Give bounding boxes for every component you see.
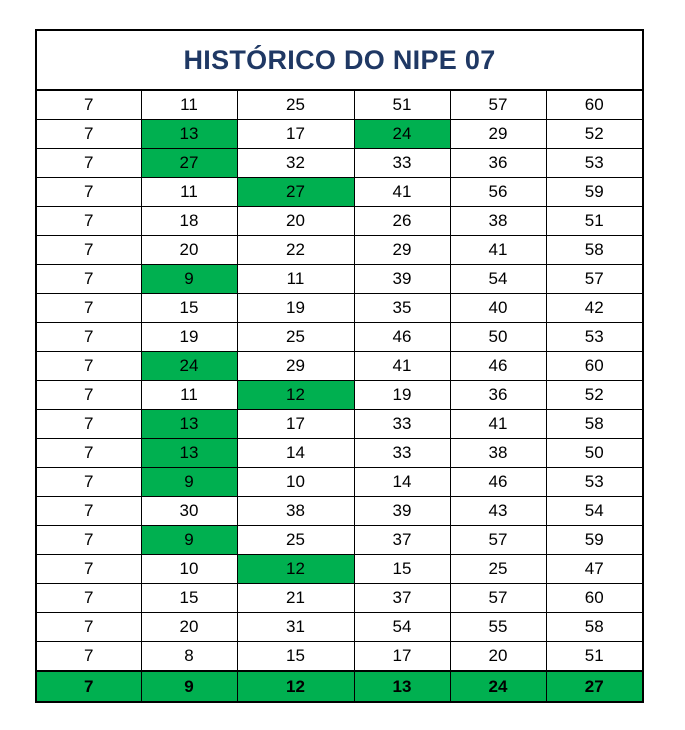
table-cell[interactable]: 37 — [354, 526, 450, 555]
table-cell[interactable]: 38 — [450, 439, 546, 468]
table-cell[interactable]: 7 — [36, 584, 141, 613]
table-cell[interactable]: 60 — [546, 90, 643, 120]
table-cell[interactable]: 13 — [141, 410, 237, 439]
table-cell[interactable]: 33 — [354, 439, 450, 468]
table-cell[interactable]: 46 — [450, 352, 546, 381]
table-cell[interactable]: 21 — [237, 584, 354, 613]
table-cell[interactable]: 33 — [354, 410, 450, 439]
table-cell[interactable]: 8 — [141, 642, 237, 672]
table-cell[interactable]: 47 — [546, 555, 643, 584]
table-cell[interactable]: 32 — [237, 149, 354, 178]
table-cell[interactable]: 14 — [237, 439, 354, 468]
table-cell[interactable]: 7 — [36, 352, 141, 381]
table-cell[interactable]: 41 — [354, 352, 450, 381]
table-row — [36, 584, 643, 613]
table-row — [36, 526, 643, 555]
table-cell[interactable]: 7 — [36, 207, 141, 236]
table-cell[interactable]: 52 — [546, 120, 643, 149]
table-cell[interactable]: 10 — [141, 555, 237, 584]
table-cell[interactable]: 7 — [36, 613, 141, 642]
table-row — [36, 497, 643, 526]
table-cell[interactable]: 51 — [354, 90, 450, 120]
table-cell[interactable]: 60 — [546, 352, 643, 381]
table-cell[interactable]: 25 — [237, 90, 354, 120]
table-cell[interactable]: 20 — [141, 613, 237, 642]
table-cell[interactable]: 17 — [237, 120, 354, 149]
table-cell[interactable]: 57 — [450, 90, 546, 120]
title-row — [36, 30, 643, 90]
table-cell[interactable]: 13 — [141, 120, 237, 149]
table-cell[interactable]: 7 — [36, 90, 141, 120]
table-cell[interactable]: 52 — [546, 381, 643, 410]
table-cell[interactable]: 53 — [546, 149, 643, 178]
table-cell[interactable]: 9 — [141, 265, 237, 294]
table-row — [36, 555, 643, 584]
table-cell[interactable]: 55 — [450, 613, 546, 642]
table-cell[interactable]: 58 — [546, 613, 643, 642]
history-table — [35, 29, 644, 703]
table-cell[interactable]: 39 — [354, 265, 450, 294]
table-cell[interactable]: 25 — [237, 526, 354, 555]
table-cell[interactable]: 38 — [237, 497, 354, 526]
table-cell[interactable]: 18 — [141, 207, 237, 236]
table-title: HISTÓRICO DO NIPE 07 — [36, 30, 643, 90]
table-row — [36, 236, 643, 265]
table-row — [36, 468, 643, 497]
table-cell[interactable]: 15 — [141, 294, 237, 323]
table-cell[interactable]: 50 — [450, 323, 546, 352]
table-cell[interactable]: 20 — [141, 236, 237, 265]
table-cell[interactable]: 40 — [450, 294, 546, 323]
table-cell[interactable]: 19 — [354, 381, 450, 410]
table-cell[interactable]: 38 — [450, 207, 546, 236]
table-cell[interactable]: 7 — [36, 497, 141, 526]
table-cell[interactable]: 46 — [450, 468, 546, 497]
table-cell[interactable]: 11 — [237, 265, 354, 294]
table-cell[interactable]: 9 — [141, 526, 237, 555]
table-cell[interactable]: 7 — [36, 294, 141, 323]
table-row — [36, 207, 643, 236]
table-cell[interactable]: 24 — [354, 120, 450, 149]
table-row — [36, 294, 643, 323]
table-cell[interactable]: 27 — [237, 178, 354, 207]
table-cell[interactable]: 26 — [354, 207, 450, 236]
table-cell[interactable]: 29 — [450, 120, 546, 149]
table-cell[interactable]: 7 — [36, 178, 141, 207]
table-cell[interactable]: 35 — [354, 294, 450, 323]
table-cell[interactable]: 57 — [450, 526, 546, 555]
table-cell[interactable]: 53 — [546, 468, 643, 497]
table-cell[interactable]: 7 — [36, 410, 141, 439]
table-cell[interactable]: 19 — [141, 323, 237, 352]
table-cell[interactable]: 41 — [450, 410, 546, 439]
table-cell[interactable]: 31 — [237, 613, 354, 642]
table-cell[interactable]: 15 — [354, 555, 450, 584]
table-cell[interactable]: 7 — [36, 439, 141, 468]
summary-cell[interactable]: 27 — [546, 671, 643, 702]
table-cell[interactable]: 25 — [237, 323, 354, 352]
table-cell[interactable]: 51 — [546, 642, 643, 672]
table-cell[interactable]: 7 — [36, 149, 141, 178]
table-cell[interactable]: 59 — [546, 178, 643, 207]
table-cell[interactable]: 29 — [237, 352, 354, 381]
table-row — [36, 265, 643, 294]
table-cell[interactable]: 9 — [141, 468, 237, 497]
table-cell[interactable]: 41 — [450, 236, 546, 265]
table-cell[interactable]: 41 — [354, 178, 450, 207]
summary-cell[interactable]: 24 — [450, 671, 546, 702]
table-cell[interactable]: 46 — [354, 323, 450, 352]
table-cell[interactable]: 58 — [546, 236, 643, 265]
table-cell[interactable]: 7 — [36, 526, 141, 555]
table-cell[interactable]: 56 — [450, 178, 546, 207]
table-cell[interactable]: 7 — [36, 120, 141, 149]
table-cell[interactable]: 53 — [546, 323, 643, 352]
table-cell[interactable]: 19 — [237, 294, 354, 323]
table-cell[interactable]: 29 — [354, 236, 450, 265]
table-cell[interactable]: 13 — [141, 439, 237, 468]
table-cell[interactable]: 59 — [546, 526, 643, 555]
table-cell[interactable]: 12 — [237, 555, 354, 584]
table-cell[interactable]: 30 — [141, 497, 237, 526]
table-cell[interactable]: 57 — [546, 265, 643, 294]
table-cell[interactable]: 7 — [36, 468, 141, 497]
table-body — [36, 90, 643, 671]
table-cell[interactable]: 58 — [546, 410, 643, 439]
table-cell[interactable]: 37 — [354, 584, 450, 613]
table-cell[interactable]: 17 — [237, 410, 354, 439]
table-cell[interactable]: 11 — [141, 381, 237, 410]
table-row — [36, 120, 643, 149]
table-cell[interactable]: 60 — [546, 584, 643, 613]
summary-cell[interactable]: 7 — [36, 671, 141, 702]
table-cell[interactable]: 12 — [237, 381, 354, 410]
table-row — [36, 352, 643, 381]
table-row — [36, 178, 643, 207]
table-cell[interactable]: 33 — [354, 149, 450, 178]
table-cell[interactable]: 27 — [141, 149, 237, 178]
table-cell[interactable]: 54 — [546, 497, 643, 526]
table-cell[interactable]: 14 — [354, 468, 450, 497]
table-cell[interactable]: 7 — [36, 381, 141, 410]
table-row — [36, 613, 643, 642]
table-row — [36, 90, 643, 120]
table-cell[interactable]: 54 — [354, 613, 450, 642]
table-cell[interactable]: 7 — [36, 555, 141, 584]
table-row — [36, 642, 643, 672]
summary-cell[interactable]: 9 — [141, 671, 237, 702]
table-cell[interactable]: 7 — [36, 642, 141, 672]
table-cell[interactable]: 36 — [450, 381, 546, 410]
table-row — [36, 439, 643, 468]
table-cell[interactable]: 10 — [237, 468, 354, 497]
table-cell[interactable]: 50 — [546, 439, 643, 468]
summary-cell[interactable]: 13 — [354, 671, 450, 702]
table-cell[interactable]: 15 — [141, 584, 237, 613]
table-cell[interactable]: 7 — [36, 323, 141, 352]
table-cell[interactable]: 11 — [141, 90, 237, 120]
table-cell[interactable]: 43 — [450, 497, 546, 526]
table-cell[interactable]: 7 — [36, 236, 141, 265]
table-cell[interactable]: 20 — [450, 642, 546, 672]
table-cell[interactable]: 11 — [141, 178, 237, 207]
table-cell[interactable]: 57 — [450, 584, 546, 613]
table-row — [36, 323, 643, 352]
table-row — [36, 381, 643, 410]
summary-cell[interactable]: 12 — [237, 671, 354, 702]
table-cell[interactable]: 7 — [36, 265, 141, 294]
table-cell[interactable]: 15 — [237, 642, 354, 672]
table-row — [36, 149, 643, 178]
summary-row — [36, 671, 643, 702]
table-cell[interactable]: 36 — [450, 149, 546, 178]
table-cell[interactable]: 20 — [237, 207, 354, 236]
table-cell[interactable]: 51 — [546, 207, 643, 236]
table-cell[interactable]: 42 — [546, 294, 643, 323]
table-cell[interactable]: 24 — [141, 352, 237, 381]
table-row — [36, 410, 643, 439]
table-cell[interactable]: 25 — [450, 555, 546, 584]
table-cell[interactable]: 54 — [450, 265, 546, 294]
table-cell[interactable]: 22 — [237, 236, 354, 265]
table-cell[interactable]: 39 — [354, 497, 450, 526]
table-cell[interactable]: 17 — [354, 642, 450, 672]
